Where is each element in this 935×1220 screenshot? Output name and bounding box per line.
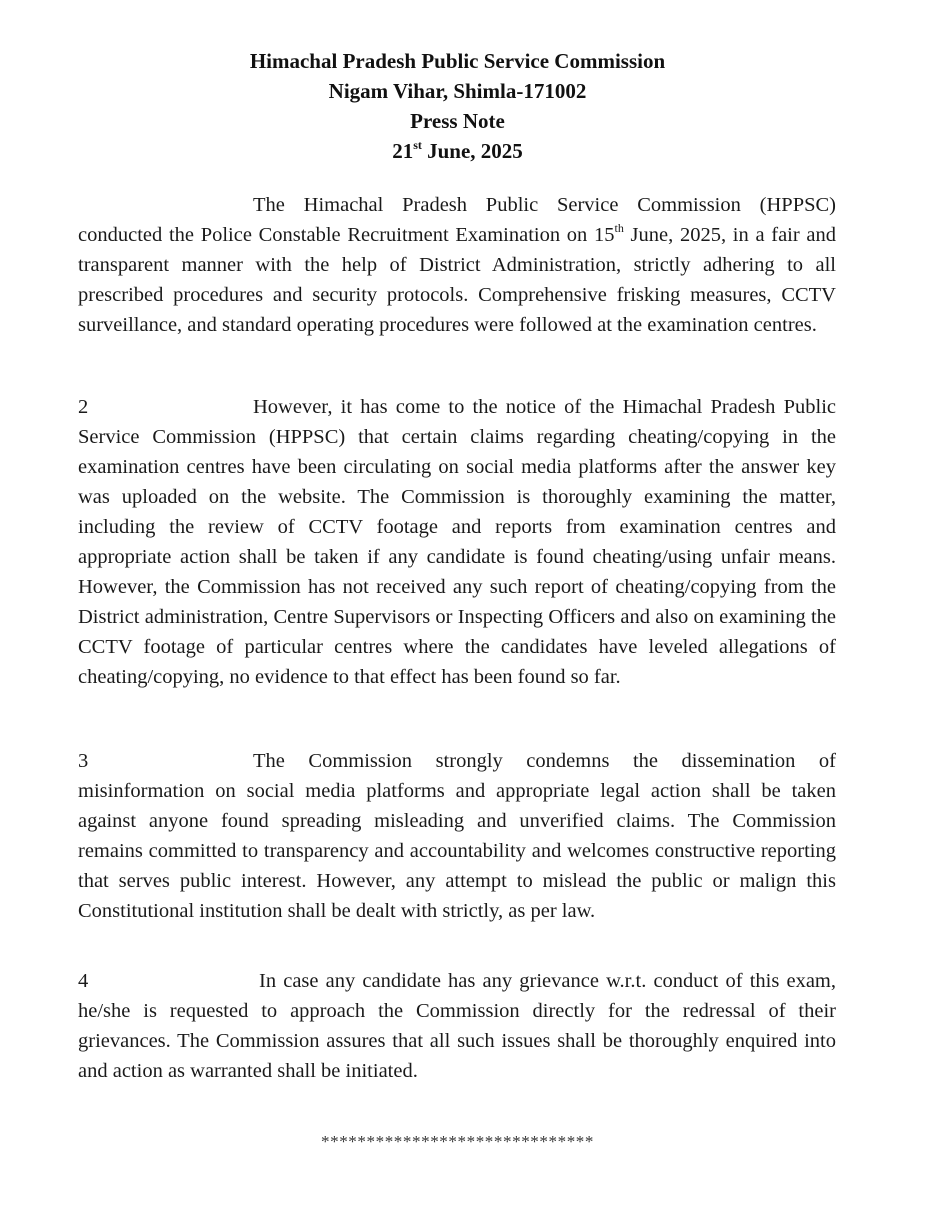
paragraph-1	[78, 190, 836, 340]
paragraph-3-text: The Commission strongly condemns the dissemination of misinformation on social media platforms and appropriate legal action shall be taken against anyone found spreading misleading and unverified claims. The Commission remains committed to transparency and accountability and welcomes constructive reporting that serves public interest. However, any attempt to mislead the public or malign this Constitutional institution shall be dealt with strictly, as per law.	[78, 750, 836, 922]
paragraph-4	[78, 966, 836, 1086]
paragraph-2-text: However, it has come to the notice of the Himachal Pradesh Public Service Commission (HPPSC) that certain claims regarding cheating/copying in the examination centres have been circulating on social media platforms after the answer key was uploaded on the website. The Commission is thoroughly examining the matter, including the review of CCTV footage and reports from examination centres and appropriate action shall be taken if any candidate is found cheating/using unfair means. However, the Commission has not received any such report of cheating/copying from the District administration, Centre Supervisors or Inspecting Officers and also on examining the CCTV footage of particular centres where the candidates have leveled allegations of cheating/copying, no evidence to that effect has been found so far.	[78, 396, 836, 688]
paragraph-2	[78, 392, 836, 692]
paragraph-3	[78, 746, 836, 926]
paragraph-number: 4	[78, 970, 89, 992]
date-day: 21	[392, 139, 414, 163]
ordinal-suffix: th	[614, 221, 624, 236]
date-suffix: st	[413, 138, 422, 152]
paragraph-1-text-b: June, 2025, in a fair and transparent manner with the help of District Administration, strictly adhering to all prescribed procedures and security protocols. Comprehensive frisking measures, CCTV surveillance, and standard operating procedures were followed at the examination centres.	[78, 224, 836, 336]
organization-name: Himachal Pradesh Public Service Commission	[249, 49, 666, 73]
document-header	[0, 46, 915, 166]
paragraph-number: 3	[78, 750, 89, 772]
end-separator: ******************************	[321, 1132, 594, 1151]
date-month-year: June, 2025	[421, 139, 523, 163]
paragraph-number: 2	[78, 396, 89, 418]
document-type: Press Note	[410, 109, 505, 133]
organization-address: Nigam Vihar, Shimla-171002	[328, 79, 587, 103]
paragraph-4-text: In case any candidate has any grievance w.r.t. conduct of this exam, he/she is requested to approach the Commission directly for the redressal of their grievances. The Commission assures that all such issues shall be thoroughly enquired into and action as warranted shall be initiated.	[78, 970, 836, 1082]
document-date	[0, 136, 915, 166]
paragraph-1-text-a: The Himachal Pradesh Public Service Commission (HPPSC) conducted the Police Constable Recruitment Examination on 15	[78, 194, 836, 246]
